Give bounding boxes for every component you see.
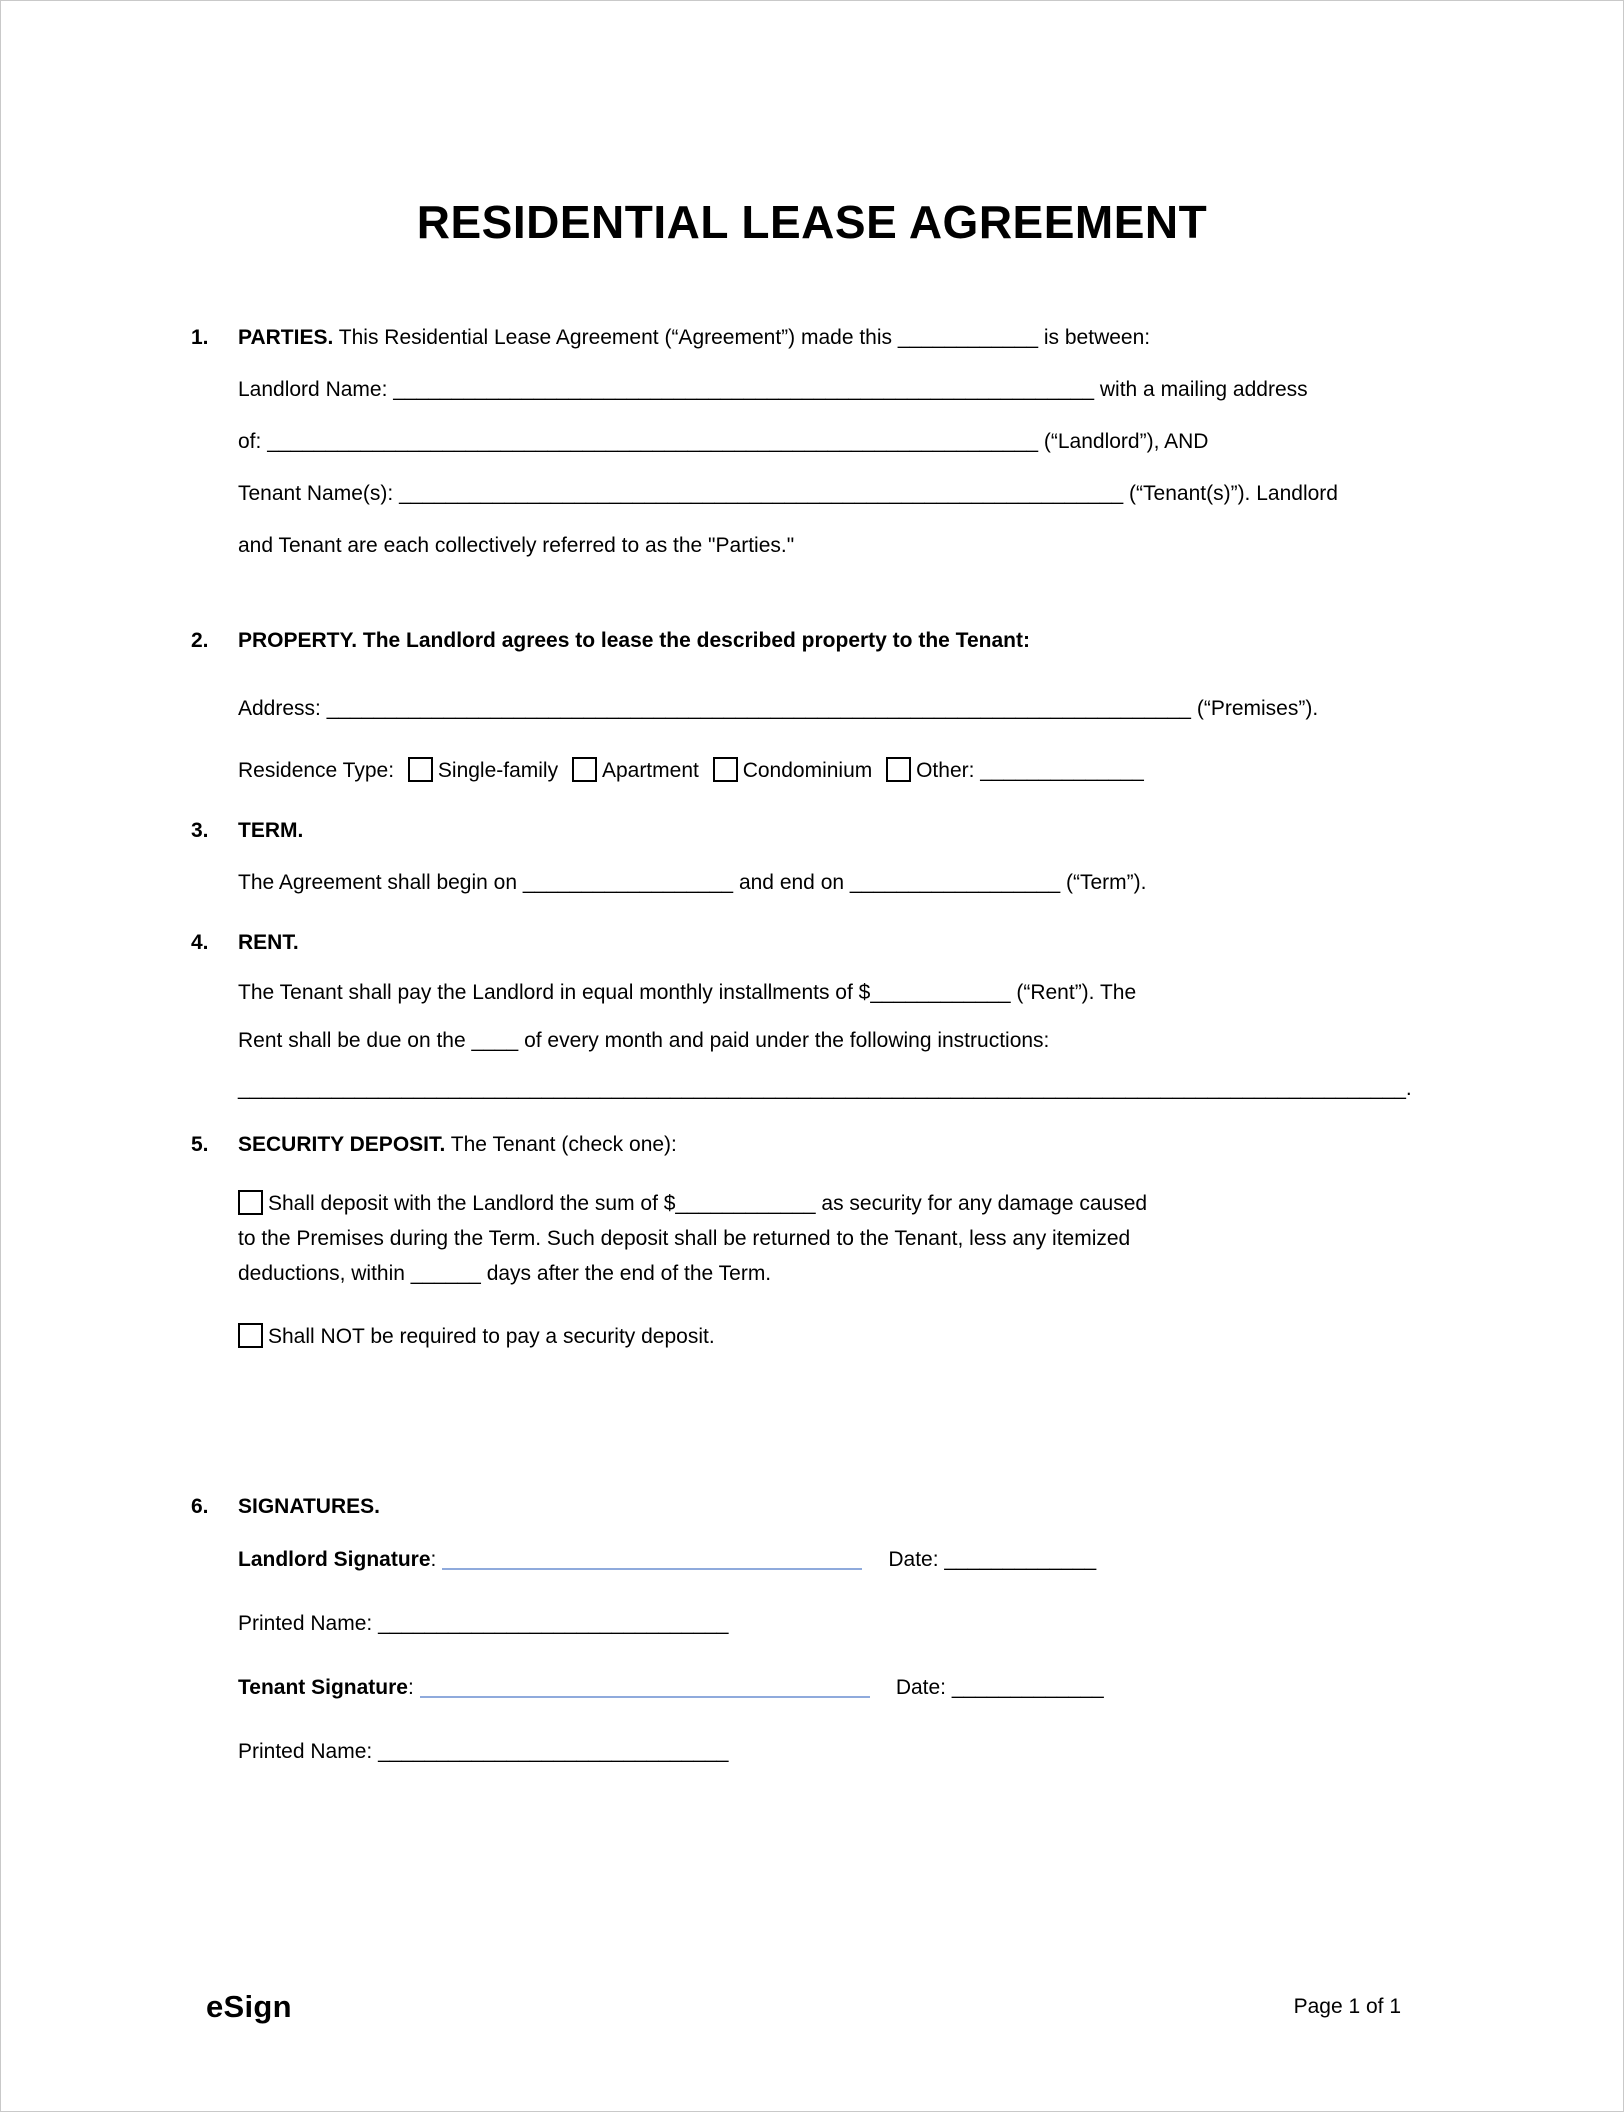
checkbox-apartment[interactable] (572, 757, 597, 782)
term-text-3: (“Term”). (1065, 871, 1147, 894)
blank-made-this-date: ____________ (897, 326, 1039, 349)
section-number-security: 5. (191, 1133, 209, 1156)
mailing-address-label: of: (238, 430, 262, 453)
section-parties (191, 312, 1433, 572)
blank-other-residence: ______________ (980, 759, 1144, 782)
section-number-rent: 4. (191, 931, 209, 954)
document-title: RESIDENTIAL LEASE AGREEMENT (416, 196, 1208, 248)
section-rent (191, 917, 1433, 1113)
blank-return-days: ______ (410, 1262, 481, 1285)
landlord-signature-label: Landlord Signature (238, 1548, 431, 1571)
parties-line-4 (238, 468, 1433, 520)
tenant-date-label: Date: (895, 1676, 947, 1699)
rent-text-1: The Tenant shall pay the Landlord in equal monthly installments of $ (238, 981, 871, 1004)
tenant-signature-label: Tenant Signature (238, 1676, 408, 1699)
checkbox-shall-deposit[interactable] (238, 1190, 263, 1215)
term-heading-line (238, 805, 1433, 857)
apartment-label: Apartment (601, 759, 699, 782)
option-single-family (408, 759, 558, 782)
parties-text-3b: (“Landlord”), AND (1043, 430, 1209, 453)
section-term (191, 805, 1433, 909)
tenant-signature-field[interactable] (420, 1680, 870, 1698)
option-condominium (713, 759, 873, 782)
landlord-signature-field[interactable] (442, 1552, 862, 1570)
term-text-1: The Agreement shall begin on (238, 871, 518, 894)
blank-landlord-printed-name: ______________________________ (378, 1612, 729, 1635)
section-number-parties: 1. (191, 326, 209, 349)
rent-heading: RENT. (238, 931, 299, 954)
section-security-deposit (191, 1119, 1433, 1354)
section-property (191, 615, 1433, 797)
brand-logo: eSign (206, 1989, 292, 2024)
blank-mailing-address: __________________________________________________________________ (267, 430, 1039, 453)
rent-line-1 (238, 969, 1433, 1017)
parties-line-1 (238, 312, 1433, 364)
checkbox-no-deposit[interactable] (238, 1323, 263, 1348)
section-signatures (191, 1481, 1433, 1765)
security-option-1 (238, 1186, 1433, 1291)
rent-text-2b: of every month and paid under the following instructions: (524, 1029, 1050, 1052)
parties-text-1b: is between: (1043, 326, 1151, 349)
option-apartment (572, 759, 699, 782)
security-option-2 (238, 1319, 1433, 1354)
tenant-name-label: Tenant Name(s): (238, 482, 394, 505)
security-heading-rest: The Tenant (check one): (450, 1133, 677, 1156)
rent-line-3 (238, 1065, 1433, 1113)
blank-landlord-date: _____________ (944, 1548, 1097, 1571)
address-after: (“Premises”). (1196, 697, 1319, 720)
landlord-name-label: Landlord Name: (238, 378, 388, 401)
security-heading-line (238, 1119, 1433, 1171)
parties-text-5: and Tenant are each collectively referred to as the "Parties." (238, 534, 795, 557)
security-text-3: deductions, within (238, 1262, 405, 1285)
document-content (191, 312, 1433, 1765)
property-heading: PROPERTY. (238, 629, 358, 652)
term-dates-line (238, 857, 1433, 909)
security-option-1-line-1 (238, 1186, 1433, 1221)
landlord-printed-name-row (238, 1611, 1433, 1637)
security-text-1b: as security for any damage caused (821, 1192, 1148, 1215)
other-label: Other: (916, 759, 975, 782)
term-heading: TERM. (238, 819, 304, 842)
tenant-signature-colon: : (407, 1676, 414, 1699)
blank-property-address: __________________________________________________________________________ (326, 697, 1191, 720)
option-other (886, 759, 974, 782)
section-number-property: 2. (191, 629, 209, 652)
parties-text-4b: (“Tenant(s)”). Landlord (1129, 482, 1338, 505)
landlord-date-label: Date: (888, 1548, 939, 1571)
signatures-heading-line (238, 1481, 1433, 1533)
security-heading: SECURITY DEPOSIT. (238, 1133, 446, 1156)
rent-text-1b: (“Rent”). The (1016, 981, 1137, 1004)
parties-line-3 (238, 416, 1433, 468)
landlord-printed-name-label: Printed Name: (238, 1612, 373, 1635)
rent-line-2 (238, 1017, 1433, 1065)
security-option-2-text: Shall NOT be required to pay a security deposit. (268, 1325, 715, 1348)
page-footer (206, 1989, 1401, 2025)
rent-heading-line (238, 917, 1433, 969)
security-text-1: Shall deposit with the Landlord the sum of $ (268, 1192, 676, 1215)
section-number-signatures: 6. (191, 1495, 209, 1518)
parties-line-2 (238, 364, 1433, 416)
rent-text-2: Rent shall be due on the (238, 1029, 466, 1052)
parties-text-2b: with a mailing address (1099, 378, 1308, 401)
single-family-label: Single-family (437, 759, 559, 782)
security-text-3b: days after the end of the Term. (486, 1262, 772, 1285)
blank-term-end-date: __________________ (849, 871, 1061, 894)
security-option-1-line-2 (238, 1221, 1433, 1256)
parties-heading: PARTIES. (238, 326, 334, 349)
checkbox-condominium[interactable] (713, 757, 738, 782)
signatures-heading: SIGNATURES. (238, 1495, 380, 1518)
blank-tenant-name: ______________________________________________________________ (399, 482, 1124, 505)
property-heading-rest: The Landlord agrees to lease the described property to the Tenant: (362, 629, 1030, 652)
blank-landlord-name: ____________________________________________________________ (393, 378, 1095, 401)
residence-type-label: Residence Type: (238, 759, 395, 782)
residence-type-line (238, 745, 1433, 797)
checkbox-other[interactable] (886, 757, 911, 782)
parties-text-1: This Residential Lease Agreement (“Agreement”) made this (338, 326, 893, 349)
landlord-signature-colon: : (430, 1548, 437, 1571)
section-number-term: 3. (191, 819, 209, 842)
blank-tenant-printed-name: ______________________________ (378, 1740, 729, 1763)
address-label: Address: (238, 697, 321, 720)
security-option-1-line-3 (238, 1256, 1433, 1291)
blank-term-start-date: __________________ (522, 871, 734, 894)
tenant-printed-name-label: Printed Name: (238, 1740, 373, 1763)
tenant-signature-row (238, 1675, 1433, 1701)
parties-line-5 (238, 520, 1433, 572)
page-indicator: Page 1 of 1 (1293, 1995, 1401, 2018)
landlord-signature-row (238, 1547, 1433, 1573)
condominium-label: Condominium (742, 759, 873, 782)
security-text-2: to the Premises during the Term. Such deposit shall be returned to the Tenant, less any itemized (238, 1227, 1131, 1250)
property-heading-line (238, 615, 1433, 667)
blank-rent-amount: ____________ (870, 981, 1011, 1004)
blank-tenant-date: _____________ (951, 1676, 1104, 1699)
tenant-printed-name-row (238, 1739, 1433, 1765)
blank-deposit-amount: ____________ (675, 1192, 816, 1215)
blank-rent-due-day: ____ (471, 1029, 519, 1052)
blank-payment-instructions: ____________________________________________________________________________________________________. (238, 1077, 1412, 1100)
term-text-2: and end on (738, 871, 845, 894)
property-address-line (238, 683, 1433, 735)
checkbox-single-family[interactable] (408, 757, 433, 782)
